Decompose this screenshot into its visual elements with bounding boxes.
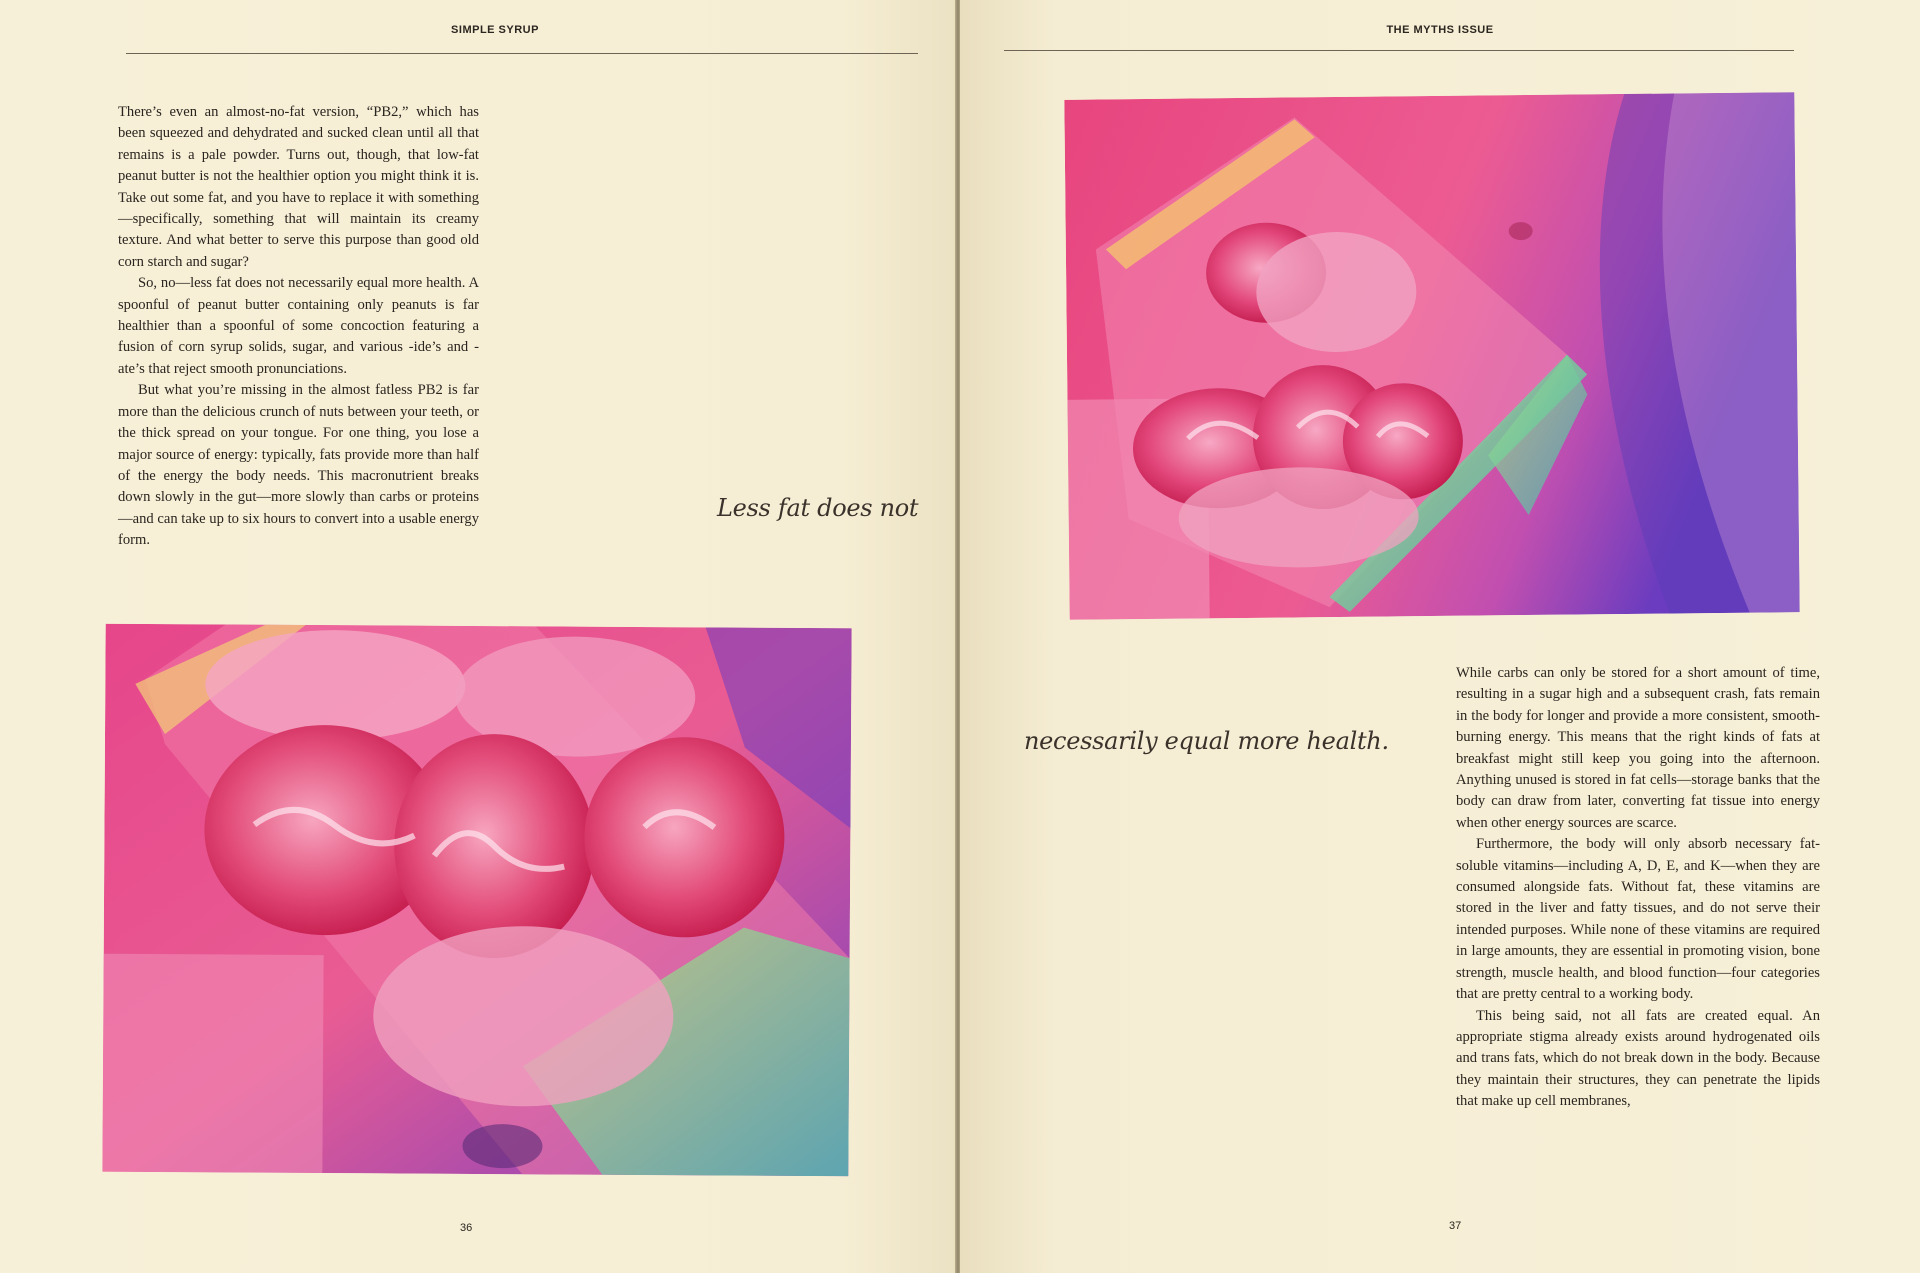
paragraph: So, no—less fat does not necessarily equal more health. A spoonful of peanut butter containing only peanuts is far healthier than a spoonful of some concoction featuring a fusion of corn syrup solids, sugar, and various -ide’s and -ate’s that reject smooth pronunciations.: [118, 275, 479, 377]
meat-collage-image: [1064, 92, 1799, 620]
page-number-left: 36: [460, 1222, 473, 1234]
left-page: [0, 0, 956, 1273]
page-number-right: 37: [1449, 1220, 1462, 1232]
header-rule-left: [126, 53, 918, 54]
meat-collage-photo-left: [102, 624, 851, 1177]
paragraph: But what you’re missing in the almost fatless PB2 is far more than the delicious crunch of nuts between your teeth, or the thick spread on your tongue. For one thing, you lose a major source of energy: typically, fats provide more than half of the energy the body needs. This macronutrient breaks down slowly in the gut—more slowly than carbs or proteins—and can take up to six hours to convert into a usable energy form.: [118, 382, 479, 549]
pullquote-left: Less fat does not: [717, 494, 919, 522]
body-text-right: [1456, 663, 1820, 1113]
paragraph: There’s even an almost-no-fat version, “PB2,” which has been squeezed and dehydrated and sucked clean until all that remains is a pale powder. Turns out, though, that low-fat peanut butter is not the healthier option you might think it is. Take out some fat, and you have to replace it with something—specifically, something that will maintain its creamy texture. And what better to serve this purpose than good old corn starch and sugar?: [118, 104, 479, 270]
body-text-left: [118, 102, 479, 552]
paragraph: This being said, not all fats are created equal. An appropriate stigma already exists around hydrogenated oils and trans fats, which do not break down in the body. Because they maintain their structures, they can penetrate the lipids that make up cell membranes,: [1456, 1007, 1820, 1110]
right-page: [960, 0, 1920, 1273]
header-rule-right: [1004, 50, 1794, 51]
paragraph: While carbs can only be stored for a short amount of time, resulting in a sugar high and a subsequent crash, fats remain in the body for longer and provide a more consistent, smooth-burning energy. This means that the right kinds of fats at breakfast might still keep you going into the afternoon. Anything unused is stored in fat cells—storage banks that the body can draw from later, converting fat tissue into energy when other energy sources are scarce.: [1456, 665, 1820, 831]
pullquote-right: necessarily equal more health.: [1024, 727, 1389, 755]
meat-collage-image: [102, 624, 851, 1177]
meat-collage-photo-right: [1064, 92, 1799, 620]
running-head-left: SIMPLE SYRUP: [451, 24, 539, 36]
paragraph: Furthermore, the body will only absorb necessary fat-soluble vitamins—including A, D, E, and K—when they are consumed alongside fats. Without fat, these vitamins are stored in the liver and fatty tissues, and do not serve their intended purposes. While none of these vitamins are required in large amounts, they are essential in promoting vision, bone strength, muscle health, and blood function—four categories that are pretty central to a working body.: [1456, 836, 1820, 1003]
running-head-right: THE MYTHS ISSUE: [1386, 24, 1494, 36]
